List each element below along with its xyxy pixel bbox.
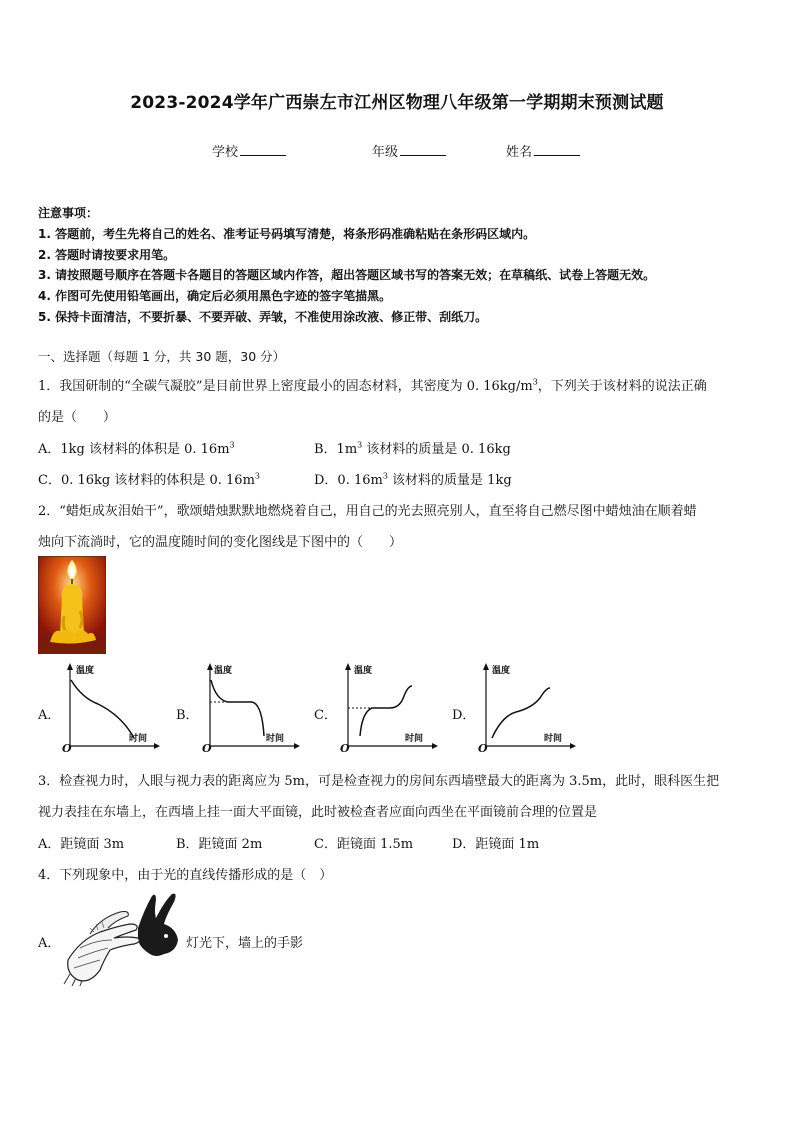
question-2-line1: 2．“蜡炬成灰泪始干”，歌颂蜡烛默默地燃烧着自己，用自己的光去照亮别人，直至将自己燃尽图中蜡烛油在顺着蜡 [38,504,697,519]
school-label: 学校 [212,145,239,160]
q4-option-a-label[interactable]: A． [38,936,61,951]
q2-graph-d-ylabel: 温度 [492,666,511,676]
q2-option-b-label[interactable]: B． [176,708,199,723]
q3-option-c[interactable]: C．距镜面 1.5m [314,837,414,852]
q2-graph-b-xlabel: 时间 [266,734,285,744]
q1-option-a[interactable] [38,438,235,457]
q1-sup: 3 [532,377,538,387]
q1-option-b-text-b: 该材料的质量是 0. 16kg [362,442,511,457]
question-1-line2: 的是（ ） [38,410,117,425]
q1-text-b: ，下列关于该材料的说法正确 [537,379,707,394]
q1-option-a-sup: 3 [229,440,235,450]
q1-option-d-text-a: D．0. 16m [314,473,383,488]
hand-shadow-image [60,888,186,986]
q2-option-d-label[interactable]: D． [452,708,476,723]
q2-graph-a [60,660,160,760]
question-3-line2: 视力表挂在东墙上，在西墙上挂一面大平面镜，此时被检查者应面向西坐在平面镜前合理的位置是 [38,805,598,820]
q1-option-b[interactable] [314,438,511,457]
notice-item: 5. 保持卡面清洁，不要折暴、不要弄破、弄皱，不准使用涂改液、修正带、刮纸刀。 [38,309,488,324]
q1-option-c-sup: 3 [254,471,260,481]
q2-graph-d [476,660,576,760]
q3-option-b[interactable]: B．距镜面 2m [176,837,263,852]
q1-option-d-sup: 3 [382,471,388,481]
temperature-curve [71,680,134,738]
q2-graph-d-origin: O [478,742,488,755]
q1-option-b-text-a: B．1m [314,442,358,457]
temperature-curve [360,686,412,736]
q1-option-a-text: A．1kg 该材料的体积是 0. 16m [38,442,230,457]
question-1-line1 [38,375,707,394]
q1-option-c-text: C．0. 16kg 该材料的体积是 0. 16m [38,473,255,488]
candle-image [38,556,106,654]
q2-graph-c-origin: O [340,742,350,755]
q3-option-d[interactable]: D．距镜面 1m [452,837,540,852]
q1-option-c[interactable] [38,469,260,488]
page-title: 2023-2024学年广西崇左市江州区物理八年级第一学期期末预测试题 [130,93,664,113]
grade-label: 年级 [372,145,399,160]
q2-graph-a-xlabel: 时间 [129,734,148,744]
temperature-curve [492,688,550,738]
notice-item: 3. 请按照题号顺序在答题卡各题目的答题区域内作答，超出答题区域书写的答案无效；在草稿纸、试卷上答题无效。 [38,268,656,283]
q1-text-a: 1．我国研制的“全碳气凝胶”是目前世界上密度最小的固态材料，其密度为 0. 16kg/m [38,379,533,394]
q2-graph-a-origin: O [62,742,72,755]
grade-blank [400,143,446,156]
q2-graph-c-ylabel: 温度 [354,666,373,676]
notice-item: 1. 答题前，考生先将自己的姓名、准考证号码填写清楚，将条形码准确粘贴在条形码区域内。 [38,226,536,241]
school-blank [240,143,286,156]
name-field [506,141,580,160]
name-label: 姓名 [506,145,533,160]
q2-graph-a-ylabel: 温度 [76,666,95,676]
notice-item: 4. 作图可先使用铅笔画出，确定后必须用黑色字迹的签字笔描黑。 [38,289,392,304]
temperature-curve [211,680,264,736]
q1-option-b-sup: 3 [357,440,363,450]
notice-block [38,203,655,328]
question-3-line1: 3．检查视力时，人眼与视力表的距离应为 5m，可是检查视力的房间东西墙壁最大的距离为 3.5m，此时，眼科医生把 [38,774,720,789]
q2-graph-c [338,660,438,760]
q2-option-a-label[interactable]: A． [38,708,61,723]
question-4-line1: 4．下列现象中，由于光的直线传播形成的是（ ） [38,868,333,883]
q2-option-c-label[interactable]: C． [314,708,337,723]
question-2-line2: 烛向下流淌时，它的温度随时间的变化图线是下图中的（ ） [38,535,403,550]
notice-item: 2. 答题时请按要求用笔。 [38,247,176,262]
q2-graph-d-xlabel: 时间 [544,734,563,744]
q3-option-a[interactable]: A．距镜面 3m [38,837,125,852]
q2-graph-b-ylabel: 温度 [214,666,233,676]
school-field [212,141,286,160]
name-blank [534,143,580,156]
section-heading: 一、选择题（每题 1 分，共 30 题，30 分） [38,349,286,364]
q4-option-a-text: 灯光下，墙上的手影 [186,936,304,951]
q1-option-d[interactable] [314,469,512,488]
q2-graph-c-xlabel: 时间 [405,734,424,744]
q1-option-d-text-b: 该材料的质量是 1kg [387,473,512,488]
q2-graph-b-origin: O [202,742,212,755]
notice-heading: 注意事项： [38,206,99,220]
grade-field [372,141,446,160]
